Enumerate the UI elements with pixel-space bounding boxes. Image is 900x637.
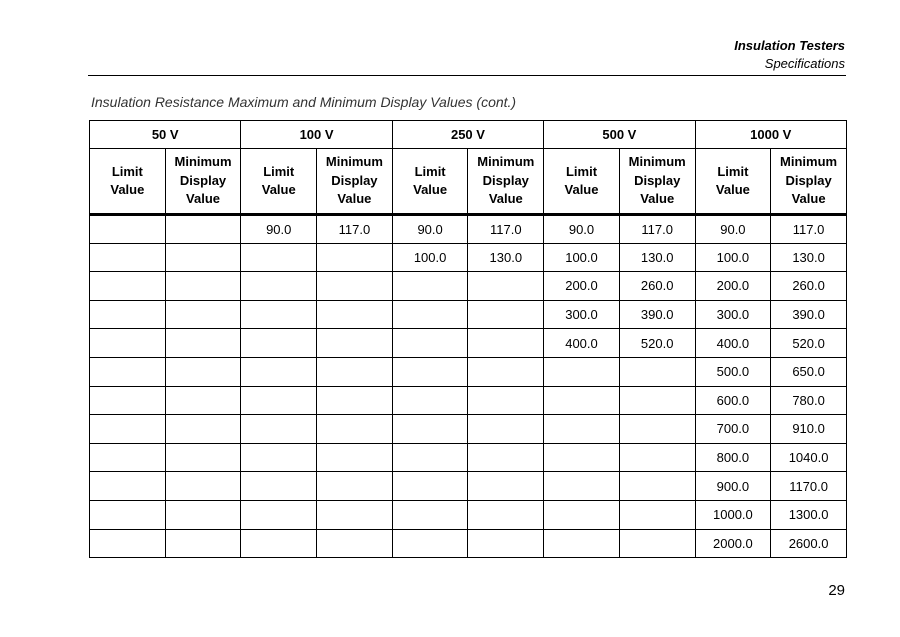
- minimum-display-value-cell: [165, 415, 241, 444]
- limit-value-cell: [544, 472, 620, 501]
- limit-value-cell: 300.0: [544, 300, 620, 329]
- limit-value-cell: 200.0: [695, 272, 771, 301]
- limit-value-cell: 100.0: [695, 243, 771, 272]
- minimum-display-value-cell: 117.0: [771, 215, 847, 244]
- minimum-display-value-cell: [317, 500, 393, 529]
- limit-value-cell: [90, 357, 166, 386]
- table-row: [90, 386, 847, 415]
- header-text-line: Display: [179, 172, 227, 188]
- limit-value-cell: [392, 272, 468, 301]
- table-row: [90, 529, 847, 558]
- header-text-line: Display: [331, 172, 378, 188]
- voltage-header: 250 V: [392, 121, 543, 149]
- minimum-display-value-cell: 390.0: [771, 300, 847, 329]
- limit-value-cell: 90.0: [695, 215, 771, 244]
- limit-value-cell: [392, 386, 468, 415]
- minimum-display-value-cell: [165, 300, 241, 329]
- table-row: [90, 415, 847, 444]
- limit-value-cell: [90, 243, 166, 272]
- minimum-display-value-cell: 2600.0: [771, 529, 847, 558]
- minimum-display-value-cell: [317, 243, 393, 272]
- table-row: [90, 300, 847, 329]
- minimum-display-value-cell: [619, 415, 695, 444]
- limit-value-cell: [392, 415, 468, 444]
- table-body: [90, 215, 847, 558]
- minimum-display-value-cell: 520.0: [771, 329, 847, 358]
- header-text-line: Limit: [717, 163, 749, 179]
- table-row: [90, 329, 847, 358]
- table-row: [90, 272, 847, 301]
- minimum-display-value-cell: [165, 272, 241, 301]
- limit-value-header: [695, 149, 771, 215]
- limit-value-cell: [241, 472, 317, 501]
- minimum-display-value-cell: 390.0: [619, 300, 695, 329]
- minimum-display-value-cell: [317, 415, 393, 444]
- limit-value-cell: [241, 415, 317, 444]
- limit-value-cell: [392, 529, 468, 558]
- limit-value-cell: 2000.0: [695, 529, 771, 558]
- limit-value-cell: 900.0: [695, 472, 771, 501]
- header-text-line: Limit: [263, 163, 295, 179]
- header-text-line: Value: [261, 182, 296, 197]
- limit-value-cell: [241, 529, 317, 558]
- header-text-line: Value: [715, 182, 750, 197]
- minimum-display-value-cell: [468, 443, 544, 472]
- header-text-line: Value: [110, 182, 145, 197]
- minimum-display-value-cell: [468, 415, 544, 444]
- running-head-section: Specifications: [764, 56, 845, 71]
- limit-value-cell: [241, 300, 317, 329]
- limit-value-cell: [90, 500, 166, 529]
- header-text-line: Value: [337, 191, 372, 207]
- limit-value-cell: [392, 443, 468, 472]
- column-header-row: [90, 149, 847, 215]
- page-number: 29: [828, 582, 845, 599]
- minimum-display-value-cell: [317, 443, 393, 472]
- header-text-line: Limit: [414, 163, 446, 179]
- minimum-display-value-cell: 117.0: [468, 215, 544, 244]
- minimum-display-value-cell: [165, 443, 241, 472]
- minimum-display-value-header: [771, 149, 847, 215]
- limit-value-cell: [241, 500, 317, 529]
- minimum-display-value-cell: [317, 329, 393, 358]
- header-text-line: Value: [640, 191, 675, 207]
- minimum-display-value-cell: 910.0: [771, 415, 847, 444]
- minimum-display-value-cell: [619, 529, 695, 558]
- minimum-display-value-cell: [165, 329, 241, 358]
- limit-value-cell: [241, 329, 317, 358]
- minimum-display-value-cell: [468, 500, 544, 529]
- minimum-display-value-cell: [165, 529, 241, 558]
- minimum-display-value-cell: [317, 357, 393, 386]
- minimum-display-value-cell: [468, 272, 544, 301]
- header-text-line: Value: [488, 191, 523, 207]
- limit-value-cell: [241, 357, 317, 386]
- minimum-display-value-header: [317, 149, 393, 215]
- limit-value-cell: 1000.0: [695, 500, 771, 529]
- minimum-display-value-cell: [619, 386, 695, 415]
- header-text-line: Minimum: [780, 154, 838, 170]
- limit-value-cell: [241, 243, 317, 272]
- voltage-header: 500 V: [544, 121, 695, 149]
- minimum-display-value-cell: 130.0: [468, 243, 544, 272]
- minimum-display-value-cell: 650.0: [771, 357, 847, 386]
- header-text-line: Minimum: [477, 154, 535, 170]
- table-head: [90, 121, 847, 215]
- minimum-display-value-cell: [619, 357, 695, 386]
- limit-value-cell: [392, 472, 468, 501]
- limit-value-cell: [241, 443, 317, 472]
- minimum-display-value-cell: [468, 472, 544, 501]
- minimum-display-value-cell: [165, 215, 241, 244]
- limit-value-cell: [90, 415, 166, 444]
- limit-value-cell: [90, 386, 166, 415]
- header-text-line: Value: [186, 191, 221, 207]
- header-rule: [88, 75, 846, 76]
- minimum-display-value-cell: [317, 272, 393, 301]
- minimum-display-value-cell: 1170.0: [771, 472, 847, 501]
- table-row: [90, 443, 847, 472]
- limit-value-cell: 200.0: [544, 272, 620, 301]
- limit-value-cell: 600.0: [695, 386, 771, 415]
- limit-value-cell: [90, 215, 166, 244]
- limit-value-cell: [392, 300, 468, 329]
- limit-value-cell: 90.0: [241, 215, 317, 244]
- limit-value-header: [241, 149, 317, 215]
- header-text-line: Minimum: [325, 154, 383, 170]
- limit-value-cell: 700.0: [695, 415, 771, 444]
- minimum-display-value-cell: [165, 386, 241, 415]
- minimum-display-value-cell: [317, 300, 393, 329]
- minimum-display-value-header: [619, 149, 695, 215]
- limit-value-cell: [392, 357, 468, 386]
- minimum-display-value-cell: 130.0: [619, 243, 695, 272]
- header-text-line: Value: [791, 191, 826, 207]
- limit-value-cell: [544, 386, 620, 415]
- limit-value-cell: [544, 443, 620, 472]
- minimum-display-value-cell: [468, 529, 544, 558]
- minimum-display-value-cell: [619, 500, 695, 529]
- limit-value-cell: [90, 443, 166, 472]
- minimum-display-value-cell: [165, 357, 241, 386]
- header-text-line: Value: [413, 182, 448, 197]
- minimum-display-value-cell: 117.0: [317, 215, 393, 244]
- minimum-display-value-header: [468, 149, 544, 215]
- limit-value-cell: [544, 529, 620, 558]
- table-row: [90, 500, 847, 529]
- minimum-display-value-cell: [619, 443, 695, 472]
- table-caption: Insulation Resistance Maximum and Minimum Display Values (cont.): [91, 94, 517, 110]
- header-text-line: Display: [785, 172, 832, 188]
- spec-table: [89, 120, 847, 558]
- minimum-display-value-cell: [317, 386, 393, 415]
- limit-value-cell: 90.0: [544, 215, 620, 244]
- limit-value-cell: [241, 272, 317, 301]
- limit-value-cell: [90, 329, 166, 358]
- header-text-line: Limit: [111, 163, 143, 179]
- minimum-display-value-cell: 117.0: [619, 215, 695, 244]
- limit-value-cell: [90, 472, 166, 501]
- minimum-display-value-cell: [165, 500, 241, 529]
- voltage-header: 50 V: [90, 121, 241, 149]
- limit-value-cell: 90.0: [392, 215, 468, 244]
- minimum-display-value-cell: [317, 472, 393, 501]
- limit-value-cell: 100.0: [392, 243, 468, 272]
- limit-value-cell: [392, 329, 468, 358]
- limit-value-cell: [241, 386, 317, 415]
- limit-value-header: [90, 149, 166, 215]
- limit-value-cell: 800.0: [695, 443, 771, 472]
- limit-value-cell: [544, 415, 620, 444]
- minimum-display-value-cell: 260.0: [771, 272, 847, 301]
- minimum-display-value-cell: [165, 472, 241, 501]
- voltage-header: 1000 V: [695, 121, 846, 149]
- minimum-display-value-cell: [468, 386, 544, 415]
- limit-value-cell: 100.0: [544, 243, 620, 272]
- voltage-header-row: [90, 121, 847, 149]
- minimum-display-value-cell: [468, 300, 544, 329]
- table-row: [90, 243, 847, 272]
- minimum-display-value-cell: 130.0: [771, 243, 847, 272]
- limit-value-cell: [392, 500, 468, 529]
- header-text-line: Limit: [565, 163, 598, 179]
- limit-value-cell: 300.0: [695, 300, 771, 329]
- minimum-display-value-cell: 1300.0: [771, 500, 847, 529]
- table-row: [90, 472, 847, 501]
- table-row: [90, 215, 847, 244]
- minimum-display-value-cell: [619, 472, 695, 501]
- header-text-line: Minimum: [174, 154, 232, 170]
- limit-value-cell: [90, 272, 166, 301]
- minimum-display-value-cell: [317, 529, 393, 558]
- limit-value-cell: 400.0: [544, 329, 620, 358]
- minimum-display-value-cell: 260.0: [619, 272, 695, 301]
- limit-value-cell: [90, 300, 166, 329]
- minimum-display-value-cell: [468, 329, 544, 358]
- header-text-line: Display: [482, 172, 529, 188]
- limit-value-cell: [544, 500, 620, 529]
- minimum-display-value-cell: [468, 357, 544, 386]
- running-head: [734, 37, 845, 73]
- limit-value-cell: 500.0: [695, 357, 771, 386]
- minimum-display-value-cell: 780.0: [771, 386, 847, 415]
- minimum-display-value-cell: [165, 243, 241, 272]
- minimum-display-value-cell: 1040.0: [771, 443, 847, 472]
- running-head-title: Insulation Testers: [734, 38, 845, 53]
- header-text-line: Display: [634, 172, 681, 188]
- minimum-display-value-cell: 520.0: [619, 329, 695, 358]
- limit-value-cell: 400.0: [695, 329, 771, 358]
- voltage-header: 100 V: [241, 121, 392, 149]
- header-text-line: Value: [564, 182, 599, 197]
- header-text-line: Minimum: [628, 154, 686, 170]
- limit-value-cell: [90, 529, 166, 558]
- minimum-display-value-header: [165, 149, 241, 215]
- limit-value-header: [392, 149, 468, 215]
- limit-value-cell: [544, 357, 620, 386]
- table-row: [90, 357, 847, 386]
- limit-value-header: [544, 149, 620, 215]
